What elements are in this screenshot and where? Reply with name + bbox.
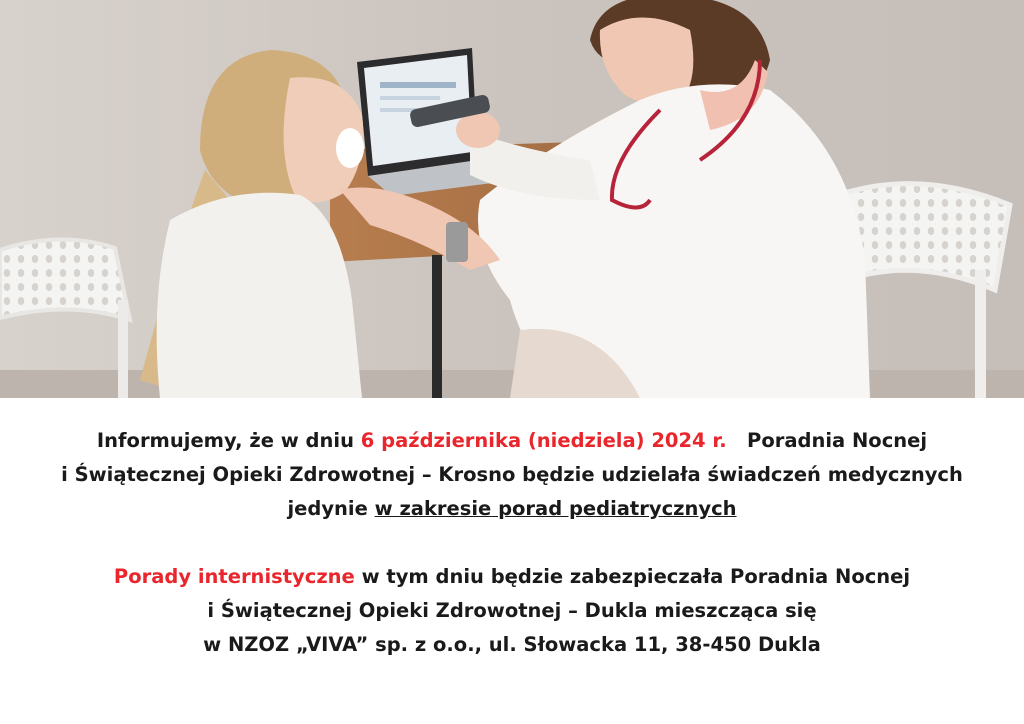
notice-intro: Informujemy, że w dniu bbox=[96, 429, 361, 452]
notice-only-text: jedynie bbox=[287, 497, 375, 520]
notice-p1-line3 bbox=[0, 492, 1024, 526]
notice-p2-line2: i Świątecznej Opieki Zdrowotnej – Dukla mieszcząca się bbox=[207, 599, 817, 622]
notice-internist-highlight: Porady internistyczne bbox=[113, 565, 355, 588]
notice-p1-line1 bbox=[0, 424, 1024, 458]
notice-clinic-name: Poradnia Nocnej bbox=[747, 429, 928, 452]
notice-text bbox=[0, 424, 1024, 662]
notice-date: 6 października (niedziela) 2024 r. bbox=[360, 429, 727, 452]
notice-p2-rest: w tym dniu będzie zabezpieczała Poradnia Nocnej bbox=[354, 565, 911, 588]
notice-pediatric-scope: w zakresie porad pediatrycznych bbox=[374, 497, 737, 520]
notice-address: w NZOZ „VIVA” sp. z o.o., ul. Słowacka 11, 38-450 Dukla bbox=[203, 633, 821, 656]
paragraph-spacer bbox=[0, 526, 1024, 560]
notice-p2-line1 bbox=[0, 560, 1024, 594]
notice-p1-line2: i Świątecznej Opieki Zdrowotnej – Krosno będzie udzielała świadczeń medycznych bbox=[61, 463, 963, 486]
